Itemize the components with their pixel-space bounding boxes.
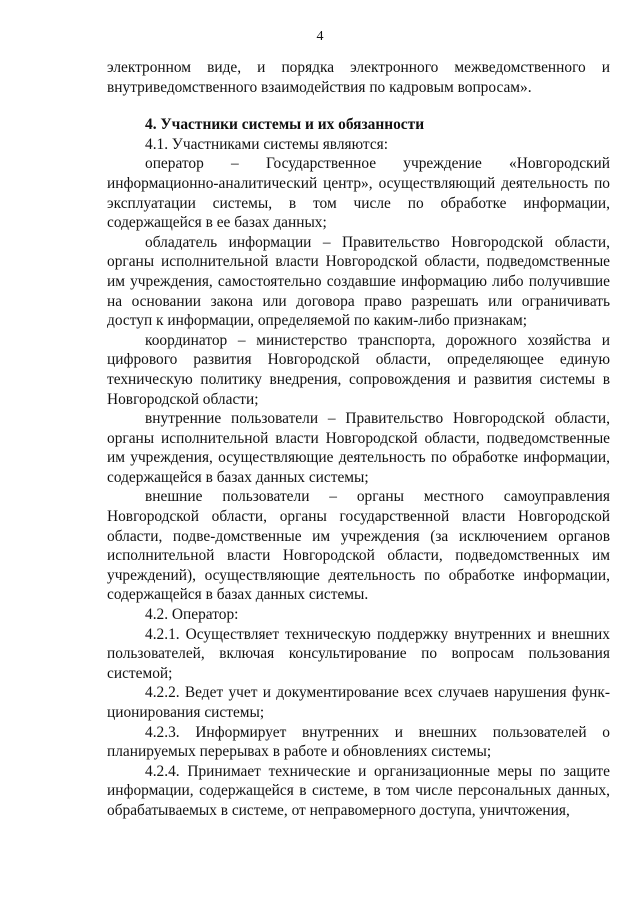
paragraph-4-2-2: 4.2.2. Ведет учет и документирование всех случаев нарушения функ-ционирования системы; <box>107 684 610 721</box>
paragraph-4-1: 4.1. Участниками системы являются: <box>145 135 389 153</box>
section-heading: 4. Участники системы и их обязанности <box>145 116 425 134</box>
page-number: 4 <box>316 29 324 44</box>
paragraph-internal-users: внутренние пользователи – Правительство Новгородской области, органы исполнительной власти Новгородской области, подведомственные им учреждения, осуществляющие деятельность по обработке информации, содержащейся в базах данных системы; <box>107 410 610 486</box>
paragraph-external-users: внешние пользователи – органы местного самоуправления Новгородской области, органы государственной власти Новгородской области, подве-домственные им учреждения (за исключением органов исполнительной власти Новгородской области, подведомственных им учреждений), осуществляющие деятельность по обработке информации, содержащейся в базах данных системы. <box>107 488 610 604</box>
paragraph-information-owner: обладатель информации – Правительство Новгородской области, органы исполнительной власти Новгородской области, подведомственные им учреждения, самостоятельно создавшие информацию либо получившие на основании закона или договора право разрешать или ограничивать доступ к информации, определяемой по каким-либо признакам; <box>107 233 610 330</box>
paragraph-4-2: 4.2. Оператор: <box>145 606 239 624</box>
document-body <box>107 58 610 821</box>
lead-paragraph: электронном виде, и порядка электронного межведомственного и внутриведомственного взаимодействия по кадровым вопросам». <box>107 59 610 96</box>
paragraph-operator: оператор – Государственное учреждение «Новгородский информационно-аналитический центр», осуществляющий деятельность по эксплуатации системы, в том числе по обработке информации, содержащейся в ее базах данных; <box>107 155 610 232</box>
paragraph-4-2-1: 4.2.1. Осуществляет техническую поддержку внутренних и внешних пользователей, включая консультирование по вопросам пользования системой; <box>107 625 610 682</box>
paragraph-4-2-4: 4.2.4. Принимает технические и организационные меры по защите информации, содержащейся в системе, в том числе персональных данных, обрабатываемых в системе, от неправомерного доступа, уничтожения, <box>107 762 610 819</box>
paragraph-4-2-3: 4.2.3. Информирует внутренних и внешних пользователей о планируемых перерывах в работе и обновлениях системы; <box>107 723 610 761</box>
paragraph-coordinator: координатор – министерство транспорта, дорожного хозяйства и цифрового развития Новгородской области, определяющее единую техническую политику внедрения, сопровождения и развития системы в Новгородской области; <box>107 331 610 408</box>
